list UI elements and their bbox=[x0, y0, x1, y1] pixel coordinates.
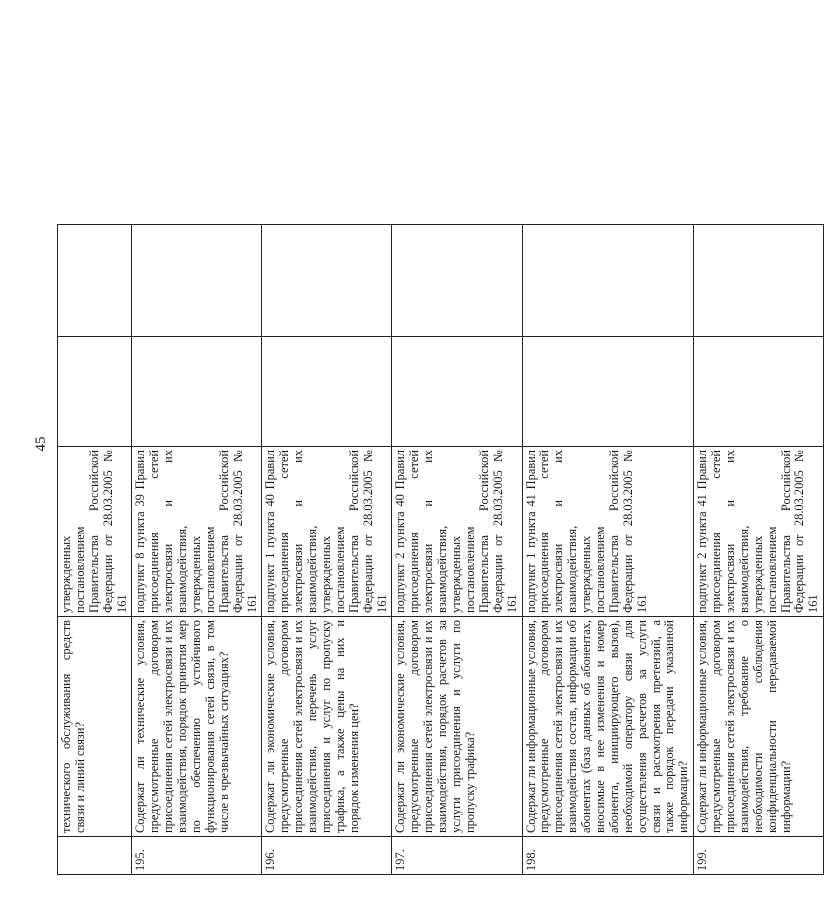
question-cell: технического обслуживания средств связи и линий связи? bbox=[58, 617, 132, 837]
empty-cell bbox=[262, 337, 392, 447]
row-number: 198. bbox=[522, 837, 694, 875]
empty-cell bbox=[392, 225, 522, 337]
empty-cell bbox=[694, 225, 824, 337]
question-cell: Содержат ли экономические условия, предусмотренные договором присоединения сетей электросвязи и их взаимодействия, порядок расчетов за услуги присоединения и услуги по пропуску трафика? bbox=[392, 617, 522, 837]
empty-cell bbox=[58, 337, 132, 447]
rotated-table-container bbox=[57, 225, 821, 875]
reference-cell: подпункт 1 пункта 41 Правил присоединения сетей электросвязи и их взаимодействия, утвержденных постановлением Правительства Российской Федерации от 28.03.2005 № 161 bbox=[522, 447, 694, 617]
requirements-table bbox=[57, 224, 824, 875]
empty-cell bbox=[694, 337, 824, 447]
reference-cell: подпункт 1 пункта 40 Правил присоединения сетей электросвязи и их взаимодействия, утвержденных постановлением Правительства Российской Федерации от 28.03.2005 № 161 bbox=[262, 447, 392, 617]
row-number: 199. bbox=[694, 837, 824, 875]
question-cell: Содержат ли информационные условия, предусмотренные договором присоединения сетей электросвязи и их взаимодействия состав, информации об абонентах (база данных об абонентах, вносимые в нее изменения и номер абонента, инициирующего вызов), необходимой оператору связи для осуществления расчетов за услуги связи и рассмотрения претензий, а также порядок передачи указанной информации? bbox=[522, 617, 694, 837]
row-number: 197. bbox=[392, 837, 522, 875]
table-row bbox=[522, 225, 694, 875]
empty-cell bbox=[522, 225, 694, 337]
page-number: 45 bbox=[33, 436, 49, 452]
empty-cell bbox=[392, 337, 522, 447]
question-cell: Содержат ли экономические условия, предусмотренные договором присоединения сетей электросвязи и их взаимодействия, перечень услуг присоединения и услуг по пропуску трафика, а также цены на них и порядок изменения цен? bbox=[262, 617, 392, 837]
reference-cell: утвержденных постановлением Правительства Российской Федерации от 28.03.2005 № 161 bbox=[58, 447, 132, 617]
question-cell: Содержат ли технические условия, предусмотренные договором присоединения сетей электросвязи и их взаимодействия, порядок принятия мер по обеспечению устойчивого функционирования сетей связи, в том числе в чрезвычайных ситуациях? bbox=[132, 617, 262, 837]
table-row bbox=[132, 225, 262, 875]
reference-cell: подпункт 8 пункта 39 Правил присоединения сетей электросвязи и их взаимодействия, утвержденных постановлением Правительства Российской Федерации от 28.03.2005 № 161 bbox=[132, 447, 262, 617]
table-row bbox=[694, 225, 824, 875]
table-row bbox=[58, 225, 132, 875]
row-number: 196. bbox=[262, 837, 392, 875]
empty-cell bbox=[132, 225, 262, 337]
table-row bbox=[392, 225, 522, 875]
empty-cell bbox=[522, 337, 694, 447]
table-row bbox=[262, 225, 392, 875]
reference-cell: подпункт 2 пункта 41 Правил присоединения сетей электросвязи и их взаимодействия, утвержденных постановлением Правительства Российской Федерации от 28.03.2005 № 161 bbox=[694, 447, 824, 617]
empty-cell bbox=[58, 225, 132, 337]
question-cell: Содержат ли информационные условия, предусмотренные договором присоединения сетей электросвязи и их взаимодействия, требование о необходимости соблюдения конфиденциальности передаваемой информации? bbox=[694, 617, 824, 837]
empty-cell bbox=[132, 337, 262, 447]
row-number bbox=[58, 837, 132, 875]
empty-cell bbox=[262, 225, 392, 337]
row-number: 195. bbox=[132, 837, 262, 875]
reference-cell: подпункт 2 пункта 40 Правил присоединения сетей электросвязи и их взаимодействия, утвержденных постановлением Правительства Российской Федерации от 28.03.2005 № 161 bbox=[392, 447, 522, 617]
